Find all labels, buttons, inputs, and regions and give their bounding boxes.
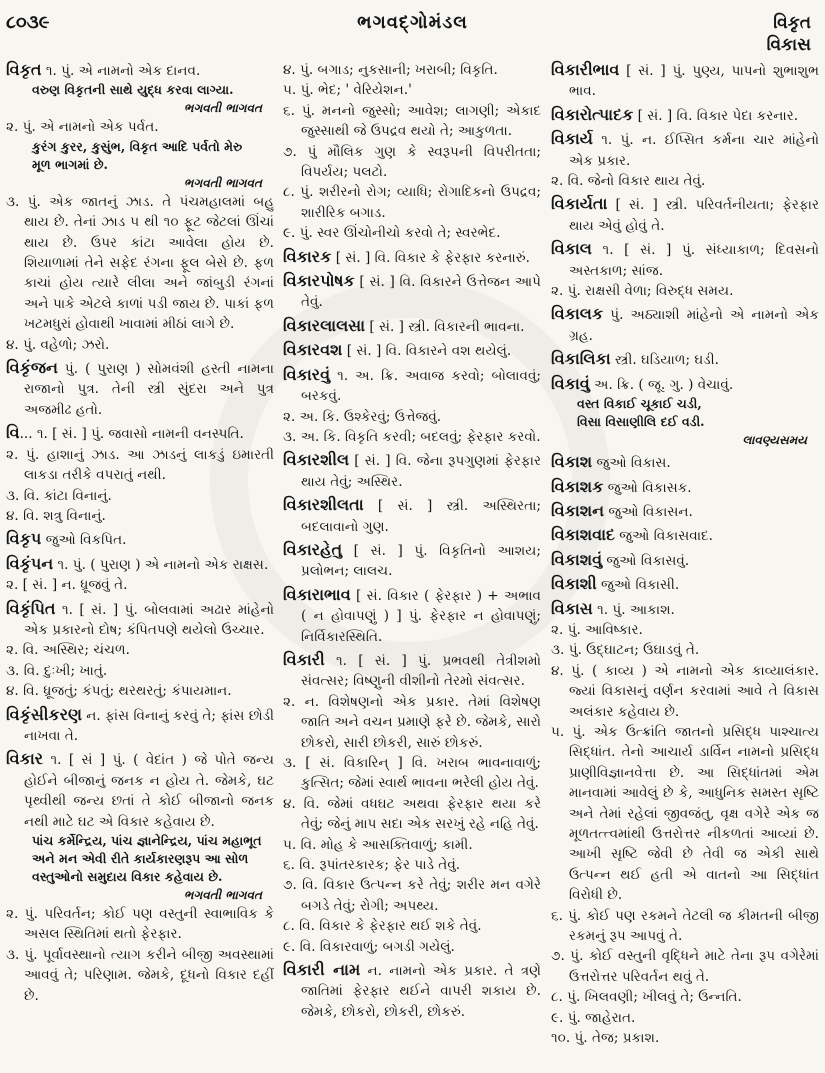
sense-definition: ૭. પું. કોઈ વસ્તુની વૃદ્ધિને માટે તેના રૂપ વગેરેમાં ઉત્તરોત્તર પરિવર્તન થવું તે. — [551, 948, 819, 985]
headword: વિકાલિકા — [551, 349, 611, 369]
sense-definition: ૫. પું. ભેદ; ' વેરિયેશન.' — [283, 82, 412, 99]
headword: વિકાલ — [551, 239, 592, 259]
headword: વિકૃંપન — [6, 553, 54, 573]
sense-definition: ૩. વિ. કાંટા વિનાનું. — [6, 487, 112, 504]
sense-definition: ૬. પું. કોઈ પણ રકમને તેટલી જ કીમતની બીજી રકમનું રૂપ આપવું તે. — [551, 907, 819, 945]
dictionary-entry — [551, 194, 819, 236]
entry-first-line — [551, 349, 819, 370]
sense-definition: ૬. વિ. રૂપાંતરકારક; ફેર પાડે તેવું. — [283, 857, 461, 874]
definition: ૧. અ. ક્રિ. અવાજ કરવો; બોલાવવું; બરકવું. — [301, 367, 541, 405]
headword: વિકાશવું — [551, 549, 603, 569]
entry-first-line — [6, 358, 274, 420]
entry-first-line — [283, 540, 541, 582]
sense-definition: ૪. પું. ( કાવ્ય ) એ નામનો એક કાવ્યાલંકાર. જ્યાં વિકાસનું વર્ણન કરવામાં આવે તે વિકાસ અલંકાર કહેવાય છે. — [551, 662, 819, 720]
sense-definition: ૩. પું. એક જાતનું ઝાડ. તે પંચમહાલમાં બહુ થાય છે. તેનાં ઝાડ ૫ થી ૧૦ ફૂટ જેટલાં ઊંચાં થાય છે. ઉપર કાંટા આવેલા હોય છે. શિયાળામાં તેને સફેદ રંગના ફૂલ બેસે છે. ફળ કાચાં હોય ત્યારે લીલા અને જાંબુડી રંગનાં અને પાકે એટલે કાળાં પડી જાય છે. પાકાં ફળ ખટમધુરાં હોવાથી ખાવામાં મીઠાં લાગે છે. — [6, 193, 274, 333]
definition: અ. ક્રિ. ( જૂ. ગુ. ) વેચાવું. — [589, 376, 734, 393]
headword: વિકારી — [283, 649, 325, 669]
sense-definition: ૩. અ. કિ. વિકૃતિ કરવી; બદલવું; ફેરફાર કરવો. — [283, 428, 541, 445]
entry-first-line — [551, 60, 819, 102]
dictionary-entry — [283, 365, 541, 448]
sense-definition: ૯. પું. સ્વર ઊંચોનીચો કરવો તે; સ્વરભેદ. — [283, 225, 501, 242]
entry-first-line — [283, 650, 541, 692]
definition: પું. ( પુરાણ ) સોમવંશી હસ્તી નામના રાજાનો પુત્ર. તેની સ્ત્રી સુંદરા અને પુત્ર અજમીઢ હતો. — [24, 361, 274, 418]
headword: વિકારીભાવ — [551, 60, 620, 79]
entry-first-line — [551, 501, 819, 522]
headword: વિકારક — [283, 246, 332, 266]
sense-definition: ૨. ન. વિશેષણનો એક પ્રકાર. તેમાં વિશેષણ જાતિ અને વચન પ્રમાણે ફરે છે. જેમકે, સારો છોકરો, સારી છોકરી, સારું છોકરું. — [283, 693, 541, 751]
sense-definition: ૮. વિ. વિકાર કે ફેરફાર થઈ શકે તેવું. — [283, 918, 482, 935]
entry-first-line — [6, 599, 274, 641]
sense-definition: ૭. વિ. વિકાર ઉત્પન્ન કરે તેવું; શરીર મન વગેરે બગડે તેવું; રોગી; અપથ્ય. — [283, 877, 541, 914]
dictionary-entry — [283, 60, 541, 244]
dictionary-entry — [6, 529, 274, 550]
headword: વિકારાભાવ — [283, 584, 351, 604]
example-quote: વસ્ત વિકાઈ ચૂકાઈ ચડી, — [577, 396, 702, 412]
dictionary-entry — [551, 477, 819, 498]
sense-definition: ૭. પું મૌલિક ગુણ કે સ્વરૂપની વિપરીતતા; વિપર્યય; પલટો. — [283, 143, 541, 181]
sense-definition: ૧૦. પું. તેજ; પ્રકાશ. — [551, 1030, 660, 1047]
entry-first-line — [283, 60, 541, 80]
headword: વિકૃત — [6, 60, 42, 79]
dictionary-entry — [551, 452, 819, 473]
definition: [ સં. ] વિ. વિકારને ઉત્તેજન આપે તેવું. — [301, 274, 541, 311]
dictionary-entry — [283, 247, 541, 268]
definition: જુઓ વિકાસક. — [603, 479, 692, 496]
example-quote: વસ્તુઓનો સમુદાય વિકાર કહેવાય છે. — [32, 869, 223, 884]
sense-definition: ૨. પું. પરિવર્તન; કોઈ પણ વસ્તુની સ્વાભાવિક કે અસલ સ્થિતિમાં થતો ફેરફાર. — [6, 906, 274, 943]
definition: જુઓ વિકાસવું. — [602, 552, 690, 569]
example-quote: વરુણ વિકૃતની સાથે યુદ્ધ કરવા લાગ્યા. — [32, 82, 234, 98]
definition: [ સં. ] વિ. વિકાર પેદા કરનાર. — [633, 107, 799, 124]
dictionary-entry — [551, 304, 819, 346]
entry-first-line — [283, 340, 541, 361]
definition: ન. નામનો એક પ્રકાર. તે ત્રણે જાતિમાં ફેરફાર થઈને વાપરી શકાય છે. જેમકે, છોકરો, છોકરી, છોકરું. — [301, 963, 541, 1020]
column-3 — [551, 60, 819, 1068]
dictionary-entry — [6, 358, 274, 420]
headword: વિકારોત્પાદક — [551, 104, 634, 124]
guide-word-first: વિકૃત — [773, 13, 811, 33]
entry-first-line — [551, 477, 819, 498]
definition: [ સં. ] સ્ત્રી. વિકારની ભાવના. — [365, 318, 525, 335]
definition: ૧. [ સં. ] પું. સંધ્યાકાળ; દિવસનો અસ્તકાળ; સાંજ. — [569, 242, 819, 279]
citation-source: ભગવતી ભાગવત — [183, 101, 262, 116]
entry-first-line — [6, 60, 274, 81]
dictionary-entry — [6, 749, 274, 1006]
dictionary-entry — [283, 450, 541, 492]
headword: વિકાવું — [551, 373, 590, 393]
sense-definition: ૫. વિ. મોહ કે આસક્તિવાળું; કામી. — [283, 836, 473, 853]
definition: ૧. [ સં ] પું. ( વેદાંત ) જે પોતે જન્ય હોઈને બીજાનું જનક ન હોય તે. જેમકે, ઘટ પૃથ્વીથી જન્ય છતાં તે કોઈ બીજાનો જનક નથી માટે ઘટ એ વિકાર કહેવાય છે. — [24, 752, 274, 830]
dictionary-entry — [283, 540, 541, 582]
headword: વિકારવશ — [283, 340, 343, 360]
entry-first-line — [283, 247, 541, 268]
guide-word-last: વિકાસ — [766, 35, 811, 55]
sense-definition: ૩. પું. પૂર્વાવસ્થાનો ત્યાગ કરીને બીજી અવસ્થામાં આવવું તે; પરિણામ. જેમકે, દૂધનો વિકાર દહીં છે. — [6, 946, 274, 1004]
entry-first-line — [283, 365, 541, 407]
sense-definition: ૬. પું. મનનો જુસ્સો; આવેશ; લાગણી; એકાદ જુસ્સાથી જે ઉપદ્રવ થયો તે; આકુળતા. — [283, 102, 541, 140]
sense-definition: ૨. વિ. જેનો વિકાર થાય તેવું. — [551, 173, 706, 190]
sense-definition: ૩. [ સં. વિકારિન્ ] વિ. ખરાબ ભાવનાવાળું; કુત્સિત; જેમાં સ્વાર્થ ભાવના ભરેલી હોય તેવું. — [283, 755, 541, 792]
dictionary-entry — [551, 239, 819, 301]
entry-first-line — [551, 239, 819, 281]
example-quote: કુરંગ કુરર, કુસુંભ, વિકૃત આદિ પર્વતો મેરુ — [32, 138, 243, 154]
dictionary-entry — [551, 501, 819, 522]
sense-definition: ૩. વિ. દુઃખી; ખાતું. — [6, 662, 108, 679]
headword: વિ — [6, 423, 20, 443]
definition: [ સં. ] વિ. વિકાર કે ફેરફાર કરનારું. — [331, 249, 531, 266]
headword: વિકાશી — [551, 574, 597, 594]
dictionary-entry — [283, 316, 541, 337]
citation-source: ભગવતી ભાગવત — [183, 888, 262, 902]
dictionary-entry — [551, 525, 819, 546]
sense-definition: ૨. પું. આવિષ્કાર. — [551, 621, 643, 638]
sense-definition: ૯. વિ. વિકારવાળું; બગડી ગયેલું. — [283, 938, 455, 955]
headword: વિકાશક — [551, 476, 604, 496]
definition: [ સં. ] વિ. વિકારને વશ થયેલું. — [342, 343, 512, 360]
definition: [ સં. ] વિ. જેના રૂપગુણમાં ફેરફાર થાય તેવું; અસ્થિર. — [301, 453, 541, 490]
dictionary-entry — [6, 423, 274, 526]
entry-first-line — [283, 495, 541, 537]
column-2 — [283, 60, 541, 1068]
entry-first-line — [551, 304, 819, 346]
headword: વિકાશવાદ — [551, 525, 615, 545]
entry-first-line — [283, 450, 541, 492]
definition: ૧. [ સં. ] પું. બોલવામાં અઢાર માંહેનો એક પ્રકારનો દોષ; કંપિતપણે થયેલો ઉચ્ચાર. — [24, 601, 274, 638]
dictionary-entry — [283, 585, 541, 647]
headword: વિકારી નામ — [283, 960, 361, 980]
definition: ૧. પું. ( પુરાણ ) એ નામનો એક રાક્ષસ. — [53, 556, 269, 573]
entry-first-line — [6, 705, 274, 747]
sense-definition: ૮. પું. ખિલવણી; ખીલવું તે; ઉન્નતિ. — [551, 989, 742, 1006]
sense-definition: ૨. વિ. અસ્થિર; ચંચળ. — [6, 642, 130, 659]
headword: વિકૃંજન — [6, 358, 58, 378]
entry-first-line — [283, 271, 541, 313]
guide-words — [767, 12, 811, 56]
sense-definition: ૨. [ સં. ] ન. ધ્રૂજવું તે. — [6, 577, 128, 594]
headword: વિકારશીલતા — [283, 495, 364, 515]
dictionary-entry — [6, 599, 274, 702]
entry-first-line — [6, 423, 274, 444]
headword: વિકૃંપિત — [6, 598, 56, 618]
headword: વિકાર — [6, 749, 44, 769]
definition: જુઓ વિકાસ. — [592, 455, 671, 472]
dictionary-entry — [283, 271, 541, 313]
sense-definition: ૨. પું. હાશાનું ઝાડ. આ ઝાડનું લાકડું ઇમારતી લાકડા તરીકે વપરાતું નથી. — [6, 446, 274, 484]
entry-first-line — [6, 554, 274, 575]
dictionary-entry — [551, 105, 819, 126]
sense-definition: ૩. પું. ઉદ્ઘાટન; ઉઘાડવું તે. — [551, 642, 700, 659]
dictionary-entry — [551, 374, 819, 449]
entry-first-line — [551, 599, 819, 620]
page-number: ૮૦૩૯ — [6, 12, 50, 33]
headword: વિકારપોષક — [283, 271, 355, 291]
definition: જુઓ વિકાસવાદ. — [614, 528, 713, 545]
entry-first-line — [551, 374, 819, 395]
definition: [ સં. ] પું. પુણ્ય, પાપનો શુભાશુભ ભાવ. — [569, 63, 819, 100]
sense-definition: ૨. પું. એ નામનો એક પર્વત. — [6, 119, 159, 136]
definition: ન. ફાંસ વિનાનું કરવું તે; ફાંસ છોડી નાખવા તે. — [24, 707, 274, 744]
sense-definition: ૪. વિ. શત્રુ વિનાનું. — [6, 507, 106, 524]
dictionary-entry — [551, 349, 819, 370]
column-1 — [6, 60, 274, 1068]
dictionary-entry — [283, 495, 541, 537]
dictionary-entry — [551, 599, 819, 1049]
example-quote: પાંચ કર્મેન્દ્રિય, પાંચ જ્ઞાનેન્દ્રિય, પાંચ મહાભૂત — [32, 833, 262, 848]
entry-first-line — [6, 529, 274, 550]
headword: વિકાશન — [551, 500, 605, 520]
definition: સ્ત્રી. ઘડિયાળ; ઘડી. — [610, 352, 719, 369]
sense-definition: ૨. અ. કિ. ઉશ્કેરવું; ઉત્તેજવું. — [283, 408, 442, 425]
definition: [ સં. ] પું. વિકૃતિનો આશય; પ્રલોભન; લાલચ. — [301, 542, 541, 580]
dictionary-entry — [551, 550, 819, 571]
dictionary-entry — [551, 60, 819, 102]
headword: વિકારહેતુ — [283, 539, 343, 559]
definition: ૧. પું. આકાશ. — [592, 601, 675, 618]
entry-first-line — [551, 452, 819, 473]
dictionary-entry — [551, 574, 819, 595]
definition: પું. અઠ્યાશી માંહેનો એ નામનો એક ગ્રહ. — [569, 307, 819, 344]
headword: વિકાર્યતા — [551, 194, 608, 214]
entry-first-line — [551, 574, 819, 595]
sense-definition: ૪. વિ. જેમાં વધઘટ અથવા ફેરફાર થયા કરે તેવું; જેનું માપ સદા એક સરખું રહે નહિ તેવું. — [283, 795, 541, 833]
citation-source: લાવણ્યસમય — [742, 433, 807, 448]
entry-first-line — [551, 105, 819, 126]
headword: વિકારલાલસા — [283, 315, 366, 335]
definition: ૧. પું. એ નામનો એક દાનવ. — [41, 63, 201, 79]
headword: વિકૃંસીકરણ — [6, 704, 82, 724]
headword: વિકાલક — [551, 304, 604, 324]
definition: [ સં. ] સ્ત્રી. અસ્થિરતા; બદલાવાનો ગુણ. — [301, 498, 541, 535]
entry-first-line — [283, 960, 541, 1022]
dictionary-entry — [551, 129, 819, 191]
dictionary-entry — [6, 554, 274, 596]
entry-first-line — [551, 550, 819, 571]
headword: વિકાશ — [551, 452, 593, 472]
definition: ૪. પું. બગાડ; નુકસાની; ખરાબી; વિકૃતિ. — [283, 62, 498, 78]
entry-first-line — [551, 525, 819, 546]
definition: ... ૧. [ સં. ] પું. જવાસો નામની વનસ્પતિ. — [19, 426, 244, 443]
definition: જુઓ વિકપિત. — [41, 532, 127, 549]
sense-definition: ૪. પું. વહેળો; ઝરો. — [6, 336, 110, 353]
example-quote: અને મન એવી રીતે કાર્યકારણરૂપ આ સોળ — [32, 851, 249, 866]
entry-first-line — [283, 316, 541, 337]
headword: વિકારવું — [283, 364, 331, 384]
dictionary-entry — [283, 650, 541, 957]
dictionary-entry — [6, 705, 274, 747]
page-title: ભગવદ્ગોમંડલ — [357, 12, 468, 33]
dictionary-entry — [6, 60, 274, 355]
sense-definition: ૫. પું. એક ઉત્ક્રાંતિ જાતનો પ્રસિદ્ધ પાશ્ચાત્ય સિદ્ધાંત. તેનો આચાર્ય ડાર્વિન નામનો પ્રસિદ્ધ પ્રાણીવિજ્ઞાનવેત્તા છે. આ સિદ્ધાંતમાં એમ માનવામાં આવેલું છે કે, આધુનિક સમસ્ત સૃષ્ટિ અને તેમાં રહેલાં જીવજંતુ, વૃક્ષ વગેરે એક જ મૂળતત્ત્વમાંથી ઉત્તરોત્તર નીકળતાં આવ્યાં છે. આખી સૃષ્ટિ જેવી છે તેવી જ એકી સાથે ઉત્પન્ન થઈ હતી એ વાતનો આ સિદ્ધાંત વિરોધી છે. — [551, 723, 819, 904]
definition: ૧. [ સં. ] પું. પ્રભવથી તેત્રીશમો સંવત્સર; વિષ્ણુની વીશીનો તેરમો સંવત્સર. — [301, 652, 541, 690]
sense-definition: ૪. વિ. ધ્રૂજતું; કંપતું; થરથરતું; કંપાયમાન. — [6, 683, 232, 700]
definition: જુઓ વિકાસી. — [596, 577, 680, 594]
headword: વિકાર્ય — [551, 129, 593, 149]
headword: વિકાસ — [551, 598, 593, 618]
definition: ૧. પું. ન. ઈપ્સિત કર્મના ચાર માંહેનો એક પ્રકાર. — [569, 132, 819, 169]
sense-definition: ૮. પું. શરીરનો રોગ; વ્યાધિ; રોગાદિકનો ઉપદ્રવ; શારીરિક બગાડ. — [283, 184, 541, 221]
definition: [ સં. ] સ્ત્રી. પરિવર્તનીયતા; ફેરફાર થાય એવું હોવું તે. — [569, 197, 819, 234]
headword: વિકારશીલ — [283, 450, 350, 470]
entry-first-line — [551, 194, 819, 236]
entry-first-line — [551, 129, 819, 171]
definition: જુઓ વિકાસન. — [604, 503, 693, 520]
definition: [ સં. વિકાર ( ફેરફાર ) + અભાવ ( ન હોવાપણું ) ] પું. ફેરફાર ન હોવાપણું; નિર્વિકારસ્થિતિ. — [301, 587, 541, 645]
dictionary-entry — [283, 960, 541, 1022]
headword: વિકૃપ — [6, 529, 42, 549]
entry-first-line — [6, 749, 274, 832]
dictionary-entry — [283, 340, 541, 361]
citation-source: ભગવતી ભાગવત — [183, 175, 262, 190]
example-quote: વિસા વિસાણીલિ દઈ વડી. — [577, 414, 705, 430]
page-header — [0, 0, 825, 64]
entry-first-line — [283, 585, 541, 647]
sense-definition: ૯. પું. જાહેરાત. — [551, 1009, 636, 1026]
sense-definition: ૨. પું. રાક્ષસી વેળા; વિરુદ્ધ સમય. — [551, 283, 734, 300]
example-quote: મૂળ ભાગમાં છે. — [32, 156, 108, 172]
